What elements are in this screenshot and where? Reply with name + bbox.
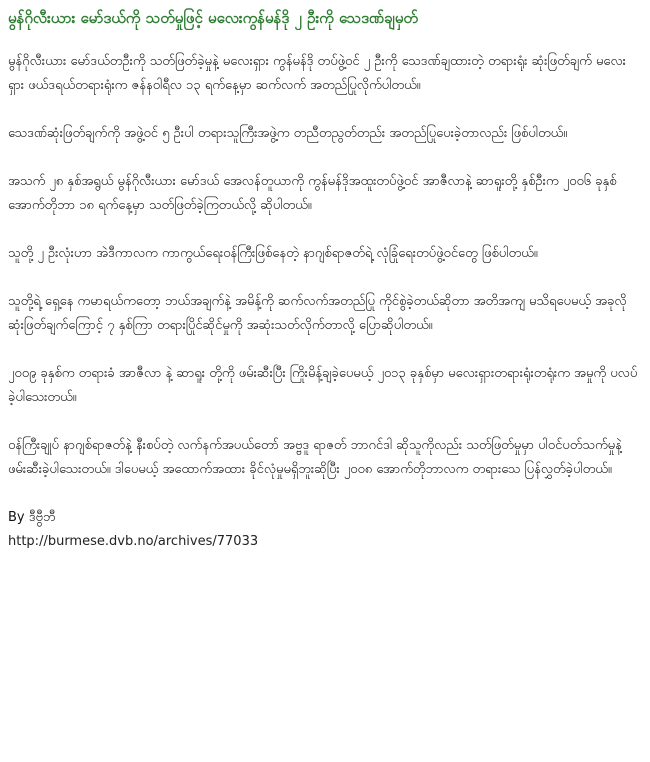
article-paragraph-4: သူတို့ ၂ ဦးလုံးဟာ အဲဒီကာလက ကာကွယ်ရေးဝန်ကြီးဖြစ်နေတဲ့ နာဂျစ်ရာဇတ်ရဲ့ လုံခြုံရေးတပ်ဖွဲ့ဝင်တွေ ဖြစ်ပါတယ်။ xyxy=(8,246,538,261)
article-headline: မွန်ဂိုလီးယား မော်ဒယ်ကို သတ်မှုဖြင့် မလေးကွန်မန်ဒို ၂ ဦးကို သေဒဏ်ချမှတ် xyxy=(8,9,419,27)
article-paragraph-3: အသက် ၂၈ နှစ်အရွယ် မွန်ဂိုလီးယား မော်ဒယ် အေလန်တူယာကို ကွန်မန်ဒိုအထူးတပ်ဖွဲ့ဝင် အာဇီလာနဲ့ ဆာရူးတို့ နှစ်ဦးက ၂၀၀၆ ခုနှစ် အောက်တိုဘာ ၁၈ ရက်နေ့မှာ သတ်ဖြတ်ခဲ့ကြတယ်လို့ ဆိုပါတယ်။ xyxy=(8,174,617,213)
article-paragraph-5: သူတို့ရဲ့ ရှေ့နေ ကမာရယ်ကတော့ ဘယ်အချက်နဲ့ အမိန့်ကို ဆက်လက်အတည်ပြု ကိုင်စွဲခဲ့တယ်ဆိုတာ အတိအကျ မသိရပေမယ့် အခုလို ဆုံးဖြတ်ချက်ကြောင့် ၇ နှစ်ကြာ တရားပြိုင်ဆိုင်မှုကို အဆုံးသတ်လိုက်တာလို့ ပြောဆိုပါတယ်။ xyxy=(8,294,627,333)
source-link[interactable]: http://burmese.dvb.no/archives/77033 xyxy=(8,534,259,549)
article-byline: By ဒီဗွီဘီ xyxy=(8,510,56,525)
article-paragraph-6: ၂၀၀၉ ခုနှစ်က တရားခံ အာဇီလာ နဲ့ ဆာရူး တို့ကို ဖမ်းဆီးပြီး ကြိုးမိန့်ချခဲ့ပေမယ့် ၂၀၁၃ ခုနှစ်မှာ မလေးရှားတရားရုံးတရုံးက အမှုကို ပလပ်ခဲ့ပါသေးတယ်။ xyxy=(8,366,638,405)
article-paragraph-2: သေဒဏ်ဆုံးဖြတ်ချက်ကို အဖွဲ့ဝင် ၅ ဦးပါ တရားသူကြီးအဖွဲ့က တညီတညွတ်တည်း အတည်ပြုပေးခဲ့တာလည်း ဖြစ်ပါတယ်။ xyxy=(8,126,568,141)
article-paragraph-1: မွန်ဂိုလီးယား မော်ဒယ်တဦးကို သတ်ဖြတ်ခဲ့မှုနဲ့ မလေးရှား ကွန်မန်ဒို တပ်ဖွဲ့ဝင် ၂ ဦးကို သေဒဏ်ချထားတဲ့ တရားရုံး ဆုံးဖြတ်ချက် မလေးရှား ဖယ်ဒရယ်တရားရုံးက ဇန်နဝါရီလ ၁၃ ရက်နေ့မှာ ဆက်လက် အတည်ပြုလိုက်ပါတယ်။ xyxy=(8,54,626,93)
article-paragraph-7: ဝန်ကြီးချုပ် နာဂျစ်ရာဇတ်နဲ့ နီးစပ်တဲ့ လက်နက်အပယ်တော် အဗ္ဗဒူ ရာဇတ် ဘာဂင်ဒါ ဆိုသူကိုလည်း သတ်ဖြတ်မှုမှာ ပါဝင်ပတ်သက်မှုနဲ့ ဖမ်းဆီးခဲ့ပါသေးတယ်။ ဒါပေမယ့် အထောက်အထား ခိုင်လုံမှုမရှိဘူးဆိုပြီး ၂၀၀၈ အောက်တိုဘာလက တရားသေ ပြန်လွှတ်ခဲ့ပါတယ်။ xyxy=(8,438,622,477)
article xyxy=(8,6,642,554)
